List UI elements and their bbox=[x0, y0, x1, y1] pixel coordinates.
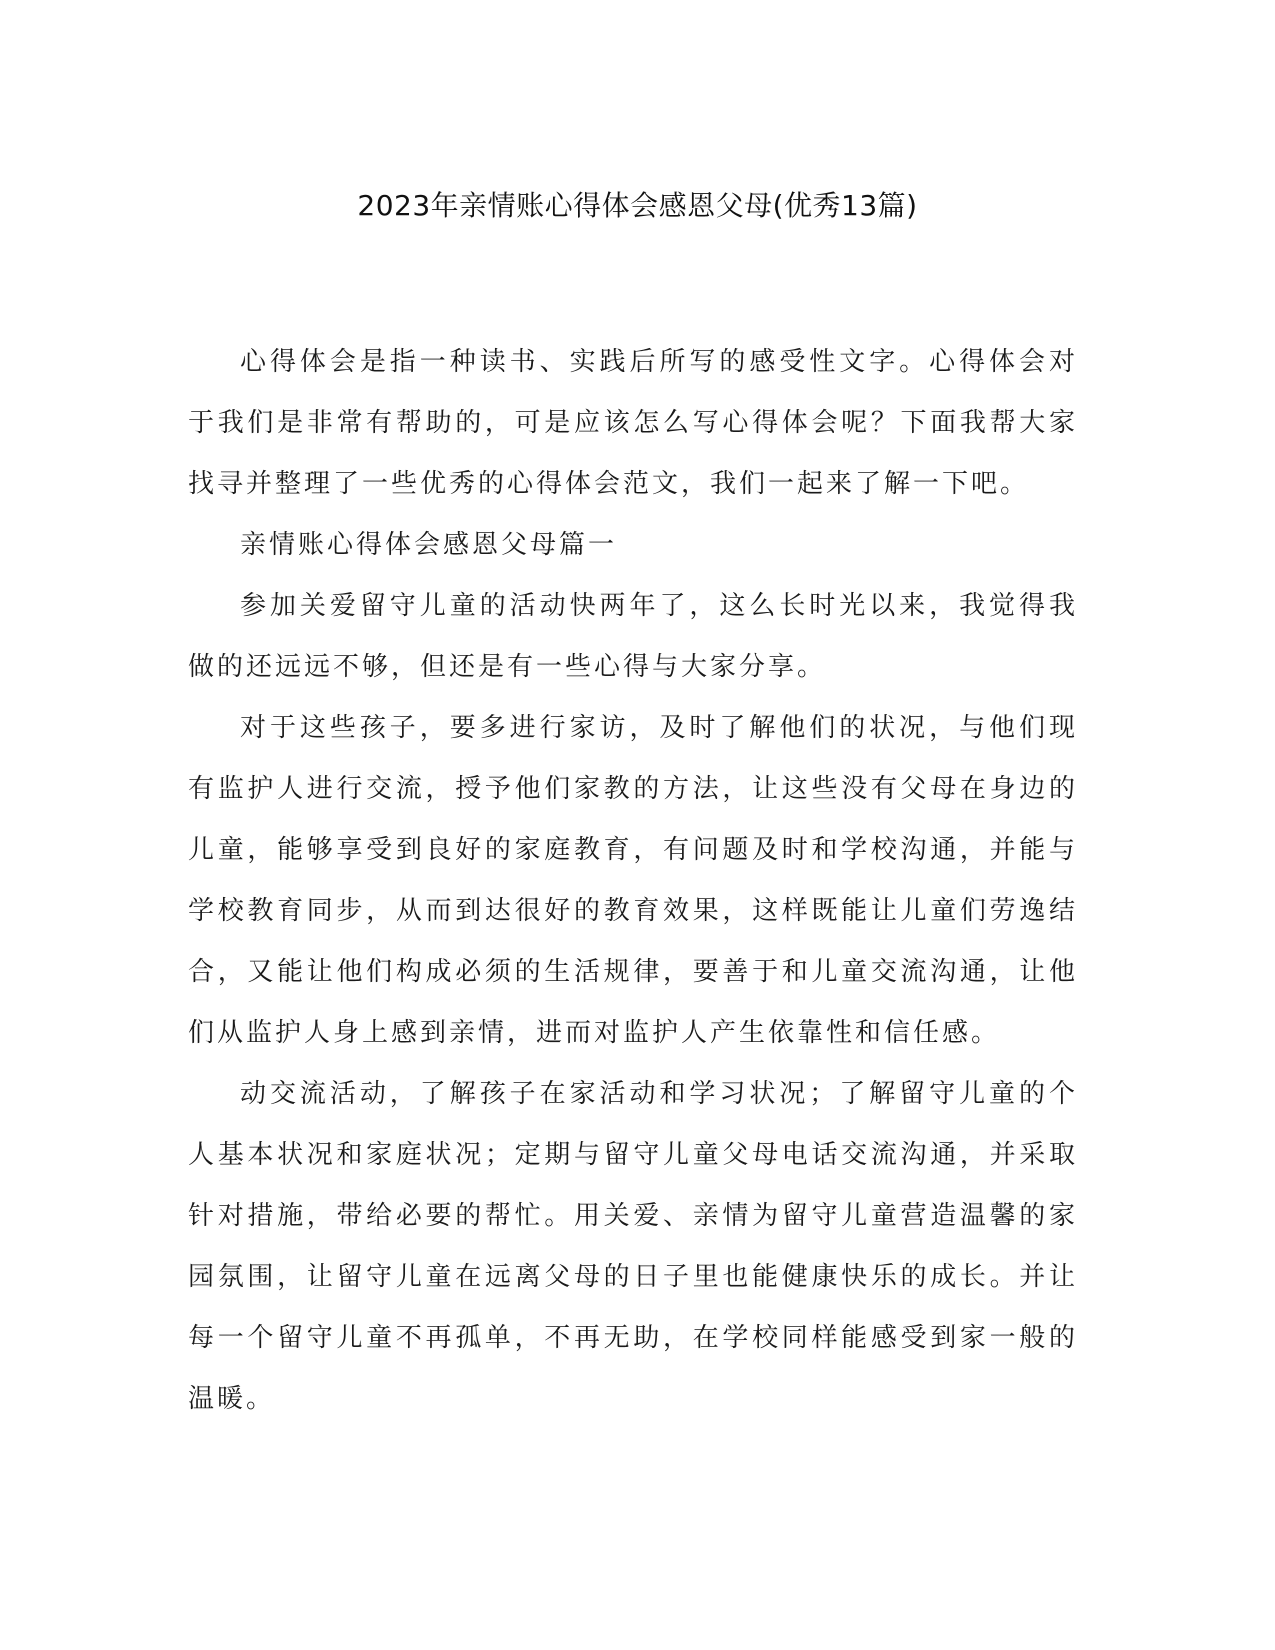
body-paragraph: 对于这些孩子，要多进行家访，及时了解他们的状况，与他们现有监护人进行交流，授予他们家教的方法，让这些没有父母在身边的儿童，能够享受到良好的家庭教育，有问题及时和学校沟通，并能与学校教育同步，从而到达很好的教育效果，这样既能让儿童们劳逸结合，又能让他们构成必须的生活规律，要善于和儿童交流沟通，让他们从监护人身上感到亲情，进而对监护人产生依靠性和信任感。 bbox=[188, 713, 1078, 1048]
section-heading: 亲情账心得体会感恩父母篇一 bbox=[240, 530, 618, 560]
document-body bbox=[188, 332, 1078, 1430]
intro-paragraph: 心得体会是指一种读书、实践后所写的感受性文字。心得体会对于我们是非常有帮助的，可是应该怎么写心得体会呢？下面我帮大家找寻并整理了一些优秀的心得体会范文，我们一起来了解一下吧。 bbox=[188, 347, 1078, 499]
body-paragraph: 参加关爱留守儿童的活动快两年了，这么长时光以来，我觉得我做的还远远不够，但还是有一些心得与大家分享。 bbox=[188, 591, 1078, 682]
document-title: 2023年亲情账心得体会感恩父母(优秀13篇) bbox=[357, 189, 918, 222]
body-paragraph: 动交流活动，了解孩子在家活动和学习状况；了解留守儿童的个人基本状况和家庭状况；定期与留守儿童父母电话交流沟通，并采取针对措施，带给必要的帮忙。用关爱、亲情为留守儿童营造温馨的家园氛围，让留守儿童在远离父母的日子里也能健康快乐的成长。并让每一个留守儿童不再孤单，不再无助，在学校同样能感受到家一般的温暖。 bbox=[188, 1079, 1078, 1414]
